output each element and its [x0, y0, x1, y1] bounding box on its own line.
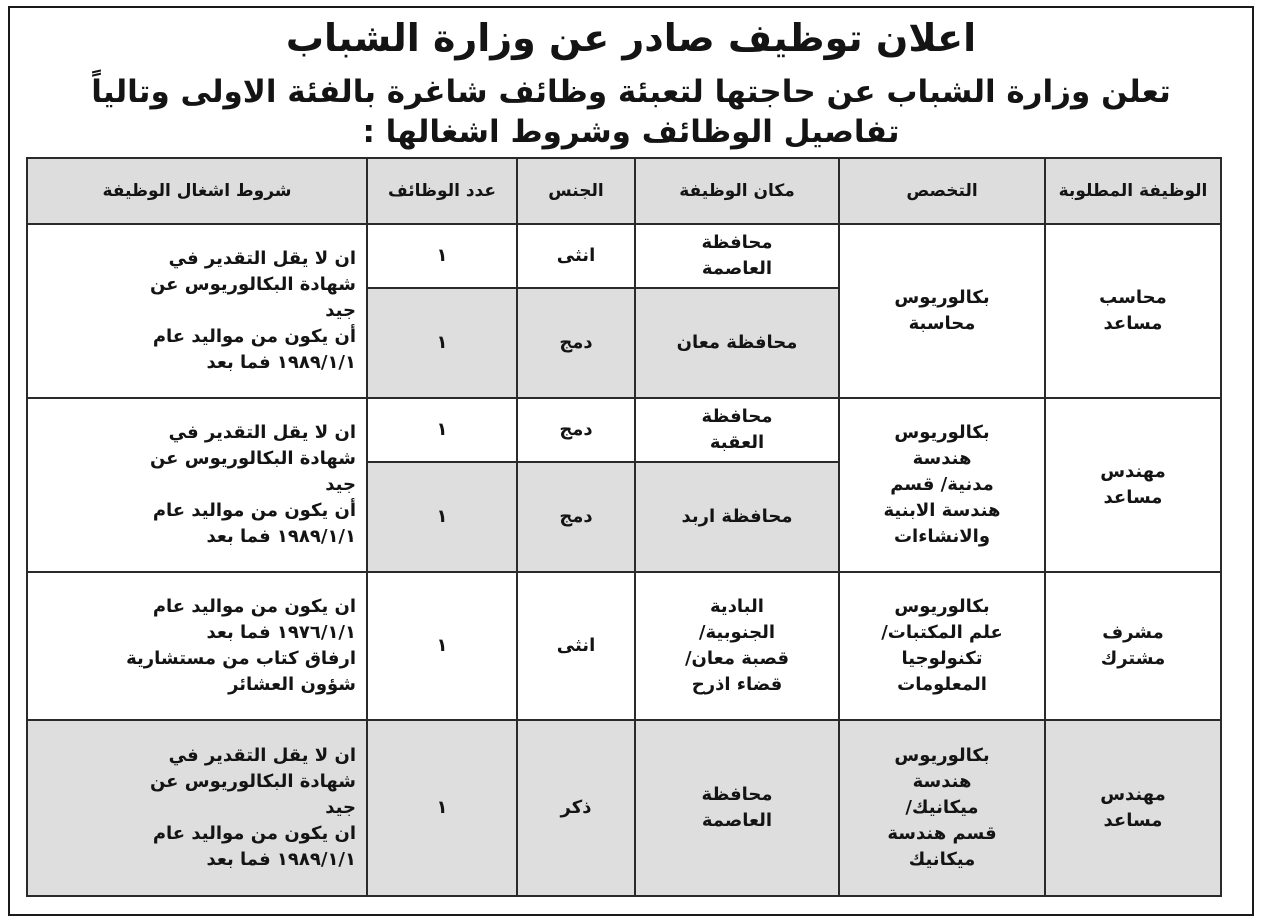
cell-conditions: ان لا يقل التقدير في شهادة البكالوريوس عن جيد أن يكون من مواليد عام ١٩٨٩/١/١ فما بعد [27, 398, 367, 572]
cell-count: ١ [367, 398, 517, 462]
cell-location: محافظة العاصمة [635, 224, 839, 288]
cell-job: مهندس مساعد [1045, 398, 1221, 572]
cell-count: ١ [367, 572, 517, 720]
cell-job: محاسب مساعد [1045, 224, 1221, 398]
cell-gender: ذكر [517, 720, 635, 896]
cell-location: محافظة العقبة [635, 398, 839, 462]
header-conditions: شروط اشغال الوظيفة [27, 158, 367, 224]
header-gender: الجنس [517, 158, 635, 224]
cell-count: ١ [367, 224, 517, 288]
cell-job: مهندس مساعد [1045, 720, 1221, 896]
header-location: مكان الوظيفة [635, 158, 839, 224]
cell-gender: انثى [517, 224, 635, 288]
header-count: عدد الوظائف [367, 158, 517, 224]
cell-location: محافظة العاصمة [635, 720, 839, 896]
table-header-row [27, 158, 1221, 224]
cell-count: ١ [367, 462, 517, 572]
cell-specialty: بكالوريوس هندسة مدنية/ قسم هندسة الابنية والانشاءات [839, 398, 1045, 572]
cell-count: ١ [367, 288, 517, 398]
cell-conditions: ان لا يقل التقدير في شهادة البكالوريوس عن جيد ان يكون من مواليد عام ١٩٨٩/١/١ فما بعد [27, 720, 367, 896]
cell-gender: انثى [517, 572, 635, 720]
ad-title: اعلان توظيف صادر عن وزارة الشباب [285, 16, 977, 60]
header-specialty: التخصص [839, 158, 1045, 224]
cell-location: محافظة معان [635, 288, 839, 398]
cell-specialty: بكالوريوس علم المكتبات/ تكنولوجيا المعلومات [839, 572, 1045, 720]
table-row [27, 398, 1221, 462]
table-row [27, 572, 1221, 720]
jobs-table [26, 157, 1222, 897]
cell-job: مشرف مشترك [1045, 572, 1221, 720]
table-row [27, 224, 1221, 288]
cell-gender: دمج [517, 398, 635, 462]
cell-specialty: بكالوريوس محاسبة [839, 224, 1045, 398]
cell-gender: دمج [517, 462, 635, 572]
ad-subtitle: تعلن وزارة الشباب عن حاجتها لتعبئة وظائف شاغرة بالفئة الاولى وتالياً تفاصيل الوظائف وشروط اشغالها : [91, 74, 1171, 150]
cell-location: البادية الجنوبية/ قصبة معان/ قضاء اذرح [635, 572, 839, 720]
cell-conditions: ان يكون من مواليد عام ١٩٧٦/١/١ فما بعد ارفاق كتاب من مستشارية شؤون العشائر [27, 572, 367, 720]
cell-location: محافظة اربد [635, 462, 839, 572]
cell-conditions: ان لا يقل التقدير في شهادة البكالوريوس عن جيد أن يكون من مواليد عام ١٩٨٩/١/١ فما بعد [27, 224, 367, 398]
cell-specialty: بكالوريوس هندسة ميكانيك/ قسم هندسة ميكانيك [839, 720, 1045, 896]
table-row [27, 720, 1221, 896]
cell-gender: دمج [517, 288, 635, 398]
header-job: الوظيفة المطلوبة [1045, 158, 1221, 224]
cell-count: ١ [367, 720, 517, 896]
